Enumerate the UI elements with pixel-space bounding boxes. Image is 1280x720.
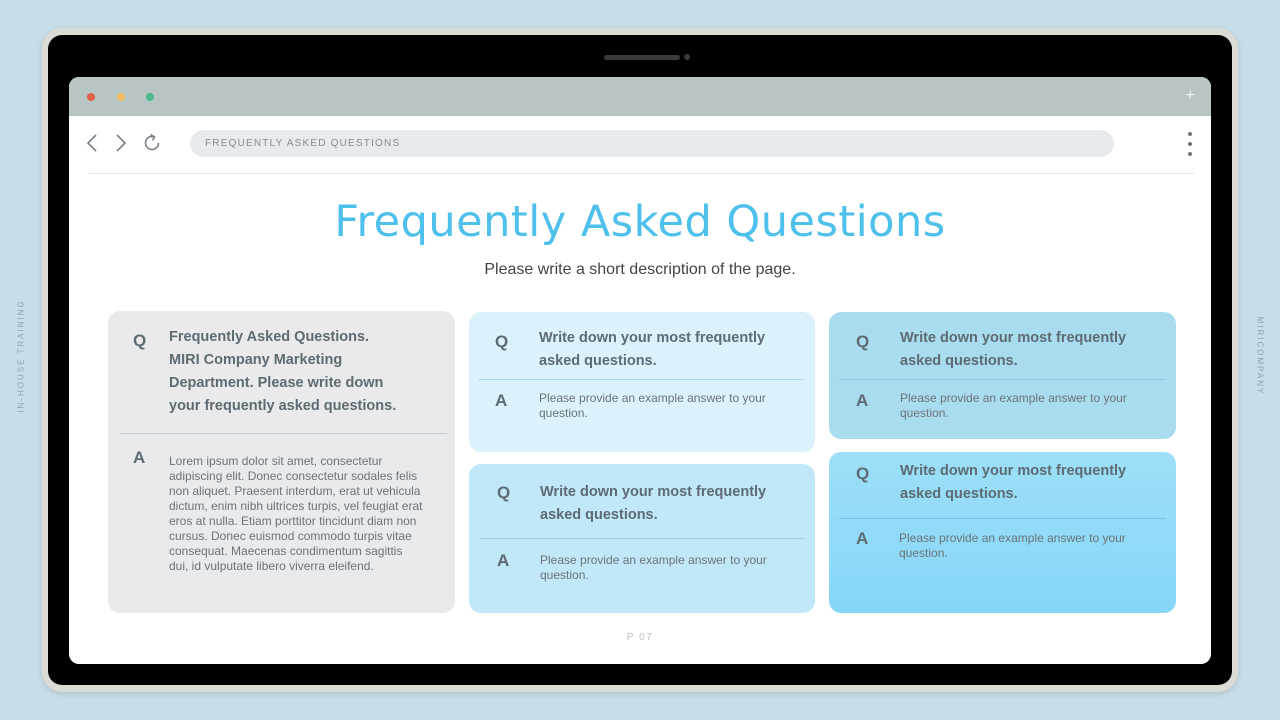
faq-card-3 <box>469 464 815 613</box>
question-label: Q <box>856 464 870 483</box>
answer-label: A <box>133 448 146 467</box>
page-title: Frequently Asked Questions <box>334 197 946 247</box>
page-description: Please write a short description of the page. <box>484 261 796 278</box>
maximize-window-icon[interactable] <box>146 93 154 101</box>
browser-window <box>69 77 1211 664</box>
faq-answer-1: Lorem ipsum dolor sit amet, consectetur adipiscing elit. Donec consectetur sodales felis non aliquet. Praesent interdum, erat ut vehicula dictum, enim nibh ultrices turpis, vel feugiat erat eros at nulla. Etiam porttitor tincidunt diam non cursus. Donec euismod commodo turpis vitae consequat. Maecenas condimentum sagittis dui, id vulputate libero viverra eleifend. <box>169 454 423 573</box>
forward-button[interactable] <box>110 132 132 154</box>
question-label: Q <box>133 331 147 350</box>
side-label-left: IN-HOUSE TRAINING <box>16 299 26 413</box>
faq-card-4 <box>829 312 1176 439</box>
camera-bar <box>604 55 680 60</box>
address-bar[interactable]: FREQUENTLY ASKED QUESTIONS <box>190 130 1114 157</box>
answer-label: A <box>495 391 508 410</box>
new-tab-button[interactable]: + <box>1185 87 1195 104</box>
chevron-right-icon <box>114 133 128 153</box>
minimize-window-icon[interactable] <box>117 93 125 101</box>
faq-question-3: Write down your most frequently asked questions. <box>540 484 767 523</box>
chevron-left-icon <box>85 133 99 153</box>
faq-answer-4: Please provide an example answer to your question. <box>900 391 1127 420</box>
faq-answer-3: Please provide an example answer to your question. <box>540 553 767 582</box>
side-label-right: MIRICOMPANY <box>1255 316 1265 396</box>
faq-question-2: Write down your most frequently asked questions. <box>539 330 766 369</box>
browser-titlebar <box>69 77 1211 116</box>
faq-card-1 <box>108 311 455 613</box>
faq-card-5 <box>829 452 1176 613</box>
faq-separator <box>478 379 804 380</box>
back-button[interactable] <box>81 132 103 154</box>
question-label: Q <box>856 332 870 351</box>
faq-separator <box>120 433 447 434</box>
camera-icon <box>684 54 690 60</box>
reload-icon <box>141 132 163 154</box>
faq-card-2 <box>469 312 815 452</box>
kebab-menu-icon[interactable] <box>1181 132 1199 156</box>
faq-answer-5: Please provide an example answer to your question. <box>899 531 1126 560</box>
reload-button[interactable] <box>141 132 163 154</box>
faq-question-5: Write down your most frequently asked questions. <box>900 463 1127 502</box>
close-window-icon[interactable] <box>87 93 95 101</box>
faq-separator <box>479 538 805 539</box>
toolbar-divider <box>89 173 1194 174</box>
answer-label: A <box>497 551 510 570</box>
faq-separator <box>839 379 1166 380</box>
question-label: Q <box>497 483 511 502</box>
faq-separator <box>839 518 1166 519</box>
faq-question-1: Frequently Asked Questions. MIRI Company Marketing Department. Please write down your frequently asked questions. <box>169 329 397 414</box>
answer-label: A <box>856 529 869 548</box>
faq-answer-2: Please provide an example answer to your question. <box>539 391 766 420</box>
question-label: Q <box>495 332 509 351</box>
faq-question-4: Write down your most frequently asked questions. <box>900 330 1127 369</box>
answer-label: A <box>856 391 869 410</box>
page-number: P 07 <box>626 632 654 643</box>
